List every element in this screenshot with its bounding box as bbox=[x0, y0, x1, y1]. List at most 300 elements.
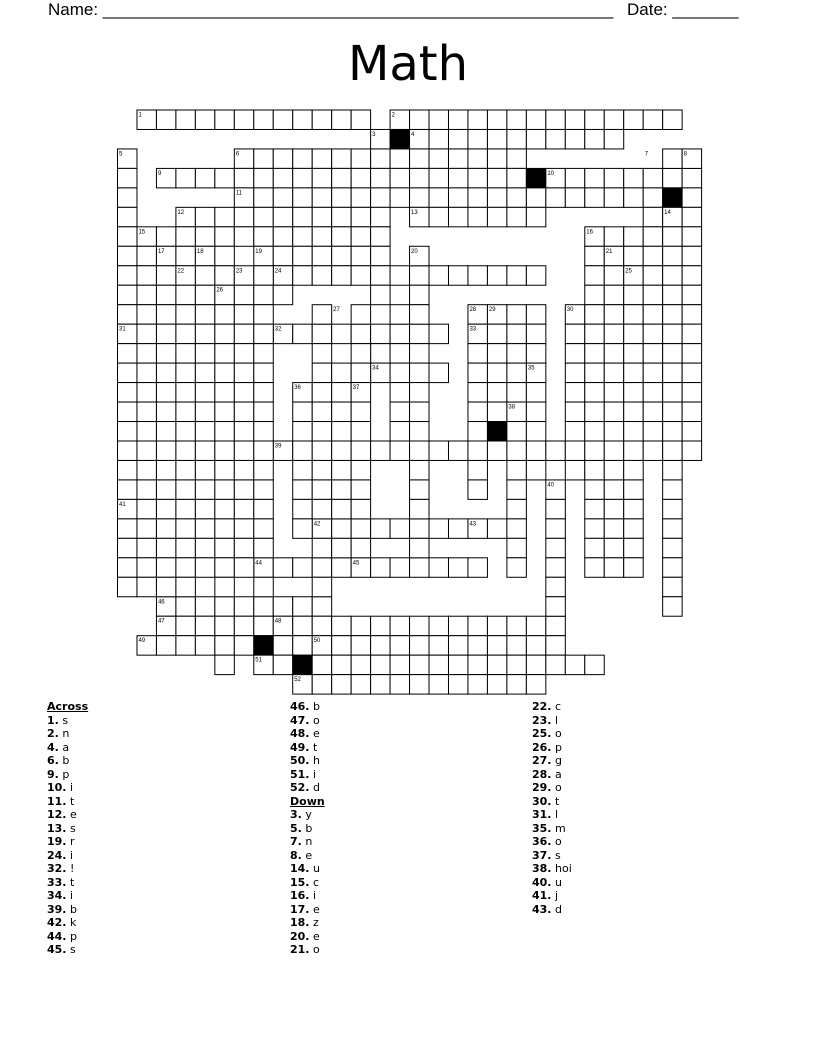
grid-cell[interactable] bbox=[663, 402, 682, 421]
grid-cell[interactable] bbox=[137, 577, 156, 596]
grid-cell[interactable] bbox=[351, 636, 370, 655]
grid-cell[interactable] bbox=[585, 129, 604, 148]
grid-cell[interactable] bbox=[507, 499, 526, 518]
grid-cell[interactable] bbox=[234, 636, 253, 655]
grid-cell[interactable] bbox=[351, 538, 370, 557]
grid-cell[interactable] bbox=[312, 616, 331, 635]
grid-cell[interactable] bbox=[546, 188, 565, 207]
grid-cell[interactable] bbox=[468, 168, 487, 187]
grid-cell[interactable] bbox=[118, 577, 137, 596]
grid-cell[interactable] bbox=[312, 149, 331, 168]
grid-cell[interactable] bbox=[254, 441, 273, 460]
grid-cell[interactable] bbox=[507, 363, 526, 382]
grid-cell[interactable] bbox=[118, 266, 137, 285]
grid-cell[interactable] bbox=[526, 110, 545, 129]
grid-cell[interactable] bbox=[293, 168, 312, 187]
grid-cell[interactable] bbox=[604, 422, 623, 441]
grid-cell[interactable] bbox=[254, 538, 273, 557]
grid-cell[interactable] bbox=[429, 207, 448, 226]
grid-cell[interactable] bbox=[487, 519, 506, 538]
grid-cell[interactable] bbox=[293, 149, 312, 168]
grid-cell[interactable] bbox=[604, 538, 623, 557]
grid-cell[interactable] bbox=[234, 402, 253, 421]
grid-cell[interactable] bbox=[118, 168, 137, 187]
grid-cell[interactable] bbox=[526, 324, 545, 343]
grid-cell[interactable] bbox=[351, 266, 370, 285]
grid-cell[interactable] bbox=[624, 344, 643, 363]
grid-cell[interactable] bbox=[410, 616, 429, 635]
grid-cell[interactable] bbox=[682, 266, 701, 285]
grid-cell[interactable] bbox=[585, 538, 604, 557]
grid-cell[interactable] bbox=[215, 168, 234, 187]
grid-cell[interactable] bbox=[137, 305, 156, 324]
grid-cell[interactable] bbox=[410, 188, 429, 207]
grid-cell[interactable] bbox=[410, 519, 429, 538]
grid-cell[interactable] bbox=[176, 285, 195, 304]
grid-cell[interactable] bbox=[156, 422, 175, 441]
grid-cell[interactable] bbox=[643, 324, 662, 343]
grid-cell[interactable] bbox=[410, 422, 429, 441]
grid-cell[interactable] bbox=[118, 558, 137, 577]
grid-cell[interactable] bbox=[351, 616, 370, 635]
grid-cell[interactable] bbox=[682, 227, 701, 246]
grid-cell[interactable] bbox=[526, 383, 545, 402]
grid-cell[interactable] bbox=[487, 344, 506, 363]
grid-cell[interactable] bbox=[195, 616, 214, 635]
grid-cell[interactable] bbox=[643, 110, 662, 129]
grid-cell[interactable] bbox=[546, 655, 565, 674]
grid-cell[interactable] bbox=[332, 383, 351, 402]
grid-cell[interactable] bbox=[234, 460, 253, 479]
grid-cell[interactable] bbox=[526, 675, 545, 694]
grid-cell[interactable] bbox=[215, 344, 234, 363]
grid-cell[interactable] bbox=[371, 207, 390, 226]
grid-cell[interactable] bbox=[156, 285, 175, 304]
grid-cell[interactable] bbox=[624, 499, 643, 518]
grid-cell[interactable] bbox=[234, 344, 253, 363]
grid-cell[interactable] bbox=[273, 207, 292, 226]
grid-cell[interactable] bbox=[429, 129, 448, 148]
grid-cell[interactable] bbox=[118, 285, 137, 304]
grid-cell[interactable] bbox=[332, 246, 351, 265]
grid-cell[interactable] bbox=[585, 266, 604, 285]
grid-cell[interactable] bbox=[663, 227, 682, 246]
grid-cell[interactable] bbox=[468, 129, 487, 148]
grid-cell[interactable] bbox=[156, 227, 175, 246]
grid-cell[interactable] bbox=[254, 188, 273, 207]
grid-cell[interactable] bbox=[176, 441, 195, 460]
grid-cell[interactable] bbox=[195, 285, 214, 304]
grid-cell[interactable] bbox=[215, 246, 234, 265]
grid-cell[interactable] bbox=[273, 636, 292, 655]
grid-cell[interactable] bbox=[351, 499, 370, 518]
grid-cell[interactable] bbox=[215, 558, 234, 577]
grid-cell[interactable] bbox=[448, 441, 467, 460]
grid-cell[interactable] bbox=[468, 422, 487, 441]
grid-cell[interactable] bbox=[234, 227, 253, 246]
grid-cell[interactable] bbox=[410, 110, 429, 129]
grid-cell[interactable] bbox=[604, 344, 623, 363]
grid-cell[interactable] bbox=[176, 636, 195, 655]
grid-cell[interactable] bbox=[410, 441, 429, 460]
grid-cell[interactable] bbox=[390, 558, 409, 577]
grid-cell[interactable] bbox=[332, 636, 351, 655]
grid-cell[interactable] bbox=[410, 480, 429, 499]
grid-cell[interactable] bbox=[448, 110, 467, 129]
grid-cell[interactable] bbox=[507, 538, 526, 557]
grid-cell[interactable] bbox=[487, 402, 506, 421]
grid-cell[interactable] bbox=[137, 363, 156, 382]
grid-cell[interactable] bbox=[546, 129, 565, 148]
grid-cell[interactable] bbox=[526, 188, 545, 207]
grid-cell[interactable] bbox=[663, 597, 682, 616]
grid-cell[interactable] bbox=[332, 655, 351, 674]
grid-cell[interactable] bbox=[195, 207, 214, 226]
grid-cell[interactable] bbox=[351, 480, 370, 499]
grid-cell[interactable] bbox=[526, 636, 545, 655]
grid-cell[interactable] bbox=[273, 149, 292, 168]
grid-cell[interactable] bbox=[448, 655, 467, 674]
grid-cell[interactable] bbox=[565, 383, 584, 402]
grid-cell[interactable] bbox=[156, 305, 175, 324]
grid-cell[interactable] bbox=[526, 402, 545, 421]
grid-cell[interactable] bbox=[663, 149, 682, 168]
grid-cell[interactable] bbox=[371, 285, 390, 304]
grid-cell[interactable] bbox=[293, 460, 312, 479]
grid-cell[interactable] bbox=[624, 402, 643, 421]
grid-cell[interactable] bbox=[663, 246, 682, 265]
grid-cell[interactable] bbox=[487, 363, 506, 382]
grid-cell[interactable] bbox=[507, 149, 526, 168]
grid-cell[interactable] bbox=[156, 383, 175, 402]
grid-cell[interactable] bbox=[215, 266, 234, 285]
grid-cell[interactable] bbox=[351, 149, 370, 168]
grid-cell[interactable] bbox=[487, 441, 506, 460]
grid-cell[interactable] bbox=[254, 519, 273, 538]
grid-cell[interactable] bbox=[195, 402, 214, 421]
grid-cell[interactable] bbox=[118, 383, 137, 402]
grid-cell[interactable] bbox=[176, 344, 195, 363]
grid-cell[interactable] bbox=[176, 460, 195, 479]
grid-cell[interactable] bbox=[293, 499, 312, 518]
grid-cell[interactable] bbox=[487, 168, 506, 187]
grid-cell[interactable] bbox=[663, 305, 682, 324]
grid-cell[interactable] bbox=[254, 285, 273, 304]
grid-cell[interactable] bbox=[390, 675, 409, 694]
grid-cell[interactable] bbox=[332, 422, 351, 441]
grid-cell[interactable] bbox=[682, 344, 701, 363]
grid-cell[interactable] bbox=[351, 207, 370, 226]
grid-cell[interactable] bbox=[371, 441, 390, 460]
grid-cell[interactable] bbox=[487, 655, 506, 674]
grid-cell[interactable] bbox=[312, 363, 331, 382]
grid-cell[interactable] bbox=[312, 207, 331, 226]
grid-cell[interactable] bbox=[468, 402, 487, 421]
grid-cell[interactable] bbox=[254, 110, 273, 129]
grid-cell[interactable] bbox=[604, 441, 623, 460]
grid-cell[interactable] bbox=[312, 324, 331, 343]
grid-cell[interactable] bbox=[390, 616, 409, 635]
grid-cell[interactable] bbox=[390, 305, 409, 324]
grid-cell[interactable] bbox=[468, 383, 487, 402]
grid-cell[interactable] bbox=[585, 324, 604, 343]
grid-cell[interactable] bbox=[507, 305, 526, 324]
grid-cell[interactable] bbox=[118, 402, 137, 421]
grid-cell[interactable] bbox=[215, 480, 234, 499]
grid-cell[interactable] bbox=[546, 110, 565, 129]
grid-cell[interactable] bbox=[390, 422, 409, 441]
grid-cell[interactable] bbox=[312, 344, 331, 363]
grid-cell[interactable] bbox=[410, 460, 429, 479]
grid-cell[interactable] bbox=[526, 207, 545, 226]
grid-cell[interactable] bbox=[351, 324, 370, 343]
grid-cell[interactable] bbox=[565, 344, 584, 363]
grid-cell[interactable] bbox=[118, 519, 137, 538]
grid-cell[interactable] bbox=[215, 227, 234, 246]
grid-cell[interactable] bbox=[156, 441, 175, 460]
grid-cell[interactable] bbox=[429, 363, 448, 382]
grid-cell[interactable] bbox=[312, 577, 331, 596]
grid-cell[interactable] bbox=[643, 305, 662, 324]
grid-cell[interactable] bbox=[429, 266, 448, 285]
grid-cell[interactable] bbox=[410, 383, 429, 402]
grid-cell[interactable] bbox=[429, 110, 448, 129]
grid-cell[interactable] bbox=[137, 383, 156, 402]
grid-cell[interactable] bbox=[351, 110, 370, 129]
grid-cell[interactable] bbox=[487, 675, 506, 694]
grid-cell[interactable] bbox=[507, 422, 526, 441]
grid-cell[interactable] bbox=[195, 519, 214, 538]
grid-cell[interactable] bbox=[137, 344, 156, 363]
grid-cell[interactable] bbox=[526, 129, 545, 148]
grid-cell[interactable] bbox=[390, 324, 409, 343]
grid-cell[interactable] bbox=[254, 266, 273, 285]
grid-cell[interactable] bbox=[254, 305, 273, 324]
grid-cell[interactable] bbox=[254, 597, 273, 616]
grid-cell[interactable] bbox=[585, 422, 604, 441]
grid-cell[interactable] bbox=[410, 305, 429, 324]
grid-cell[interactable] bbox=[507, 110, 526, 129]
grid-cell[interactable] bbox=[507, 460, 526, 479]
grid-cell[interactable] bbox=[195, 168, 214, 187]
grid-cell[interactable] bbox=[137, 422, 156, 441]
grid-cell[interactable] bbox=[332, 363, 351, 382]
grid-cell[interactable] bbox=[176, 305, 195, 324]
grid-cell[interactable] bbox=[468, 207, 487, 226]
grid-cell[interactable] bbox=[273, 655, 292, 674]
grid-cell[interactable] bbox=[215, 402, 234, 421]
grid-cell[interactable] bbox=[682, 188, 701, 207]
grid-cell[interactable] bbox=[351, 655, 370, 674]
grid-cell[interactable] bbox=[371, 558, 390, 577]
grid-cell[interactable] bbox=[585, 188, 604, 207]
grid-cell[interactable] bbox=[351, 344, 370, 363]
grid-cell[interactable] bbox=[195, 383, 214, 402]
grid-cell[interactable] bbox=[195, 636, 214, 655]
grid-cell[interactable] bbox=[254, 383, 273, 402]
grid-cell[interactable] bbox=[351, 305, 370, 324]
grid-cell[interactable] bbox=[565, 655, 584, 674]
grid-cell[interactable] bbox=[390, 363, 409, 382]
grid-cell[interactable] bbox=[507, 168, 526, 187]
grid-cell[interactable] bbox=[332, 558, 351, 577]
grid-cell[interactable] bbox=[156, 324, 175, 343]
grid-cell[interactable] bbox=[604, 285, 623, 304]
grid-cell[interactable] bbox=[507, 441, 526, 460]
grid-cell[interactable] bbox=[176, 363, 195, 382]
grid-cell[interactable] bbox=[390, 383, 409, 402]
grid-cell[interactable] bbox=[410, 675, 429, 694]
grid-cell[interactable] bbox=[312, 227, 331, 246]
grid-cell[interactable] bbox=[546, 538, 565, 557]
grid-cell[interactable] bbox=[604, 519, 623, 538]
grid-cell[interactable] bbox=[487, 616, 506, 635]
grid-cell[interactable] bbox=[254, 149, 273, 168]
grid-cell[interactable] bbox=[234, 558, 253, 577]
grid-cell[interactable] bbox=[332, 110, 351, 129]
grid-cell[interactable] bbox=[448, 266, 467, 285]
grid-cell[interactable] bbox=[371, 168, 390, 187]
grid-cell[interactable] bbox=[507, 675, 526, 694]
grid-cell[interactable] bbox=[234, 305, 253, 324]
grid-cell[interactable] bbox=[643, 383, 662, 402]
grid-cell[interactable] bbox=[663, 499, 682, 518]
grid-cell[interactable] bbox=[546, 519, 565, 538]
grid-cell[interactable] bbox=[624, 480, 643, 499]
grid-cell[interactable] bbox=[663, 538, 682, 557]
grid-cell[interactable] bbox=[215, 305, 234, 324]
grid-cell[interactable] bbox=[585, 246, 604, 265]
grid-cell[interactable] bbox=[487, 636, 506, 655]
grid-cell[interactable] bbox=[351, 363, 370, 382]
grid-cell[interactable] bbox=[604, 110, 623, 129]
grid-cell[interactable] bbox=[176, 246, 195, 265]
grid-cell[interactable] bbox=[118, 480, 137, 499]
grid-cell[interactable] bbox=[176, 480, 195, 499]
grid-cell[interactable] bbox=[293, 110, 312, 129]
grid-cell[interactable] bbox=[332, 499, 351, 518]
grid-cell[interactable] bbox=[585, 402, 604, 421]
grid-cell[interactable] bbox=[468, 460, 487, 479]
grid-cell[interactable] bbox=[390, 402, 409, 421]
grid-cell[interactable] bbox=[118, 441, 137, 460]
grid-cell[interactable] bbox=[312, 597, 331, 616]
grid-cell[interactable] bbox=[215, 207, 234, 226]
grid-cell[interactable] bbox=[312, 422, 331, 441]
grid-cell[interactable] bbox=[215, 636, 234, 655]
grid-cell[interactable] bbox=[682, 305, 701, 324]
grid-cell[interactable] bbox=[293, 324, 312, 343]
grid-cell[interactable] bbox=[410, 149, 429, 168]
grid-cell[interactable] bbox=[643, 246, 662, 265]
grid-cell[interactable] bbox=[351, 168, 370, 187]
grid-cell[interactable] bbox=[604, 227, 623, 246]
grid-cell[interactable] bbox=[371, 149, 390, 168]
grid-cell[interactable] bbox=[195, 324, 214, 343]
grid-cell[interactable] bbox=[565, 188, 584, 207]
grid-cell[interactable] bbox=[526, 305, 545, 324]
grid-cell[interactable] bbox=[293, 227, 312, 246]
grid-cell[interactable] bbox=[118, 227, 137, 246]
grid-cell[interactable] bbox=[390, 636, 409, 655]
grid-cell[interactable] bbox=[604, 324, 623, 343]
grid-cell[interactable] bbox=[410, 402, 429, 421]
grid-cell[interactable] bbox=[507, 616, 526, 635]
grid-cell[interactable] bbox=[234, 110, 253, 129]
grid-cell[interactable] bbox=[390, 266, 409, 285]
grid-cell[interactable] bbox=[448, 188, 467, 207]
grid-cell[interactable] bbox=[526, 422, 545, 441]
grid-cell[interactable] bbox=[643, 402, 662, 421]
grid-cell[interactable] bbox=[195, 363, 214, 382]
grid-cell[interactable] bbox=[137, 519, 156, 538]
grid-cell[interactable] bbox=[137, 324, 156, 343]
grid-cell[interactable] bbox=[624, 441, 643, 460]
grid-cell[interactable] bbox=[176, 422, 195, 441]
grid-cell[interactable] bbox=[118, 207, 137, 226]
grid-cell[interactable] bbox=[448, 149, 467, 168]
grid-cell[interactable] bbox=[137, 441, 156, 460]
grid-cell[interactable] bbox=[565, 460, 584, 479]
grid-cell[interactable] bbox=[526, 460, 545, 479]
grid-cell[interactable] bbox=[526, 655, 545, 674]
grid-cell[interactable] bbox=[429, 655, 448, 674]
grid-cell[interactable] bbox=[643, 285, 662, 304]
grid-cell[interactable] bbox=[156, 636, 175, 655]
grid-cell[interactable] bbox=[624, 558, 643, 577]
grid-cell[interactable] bbox=[312, 558, 331, 577]
grid-cell[interactable] bbox=[254, 363, 273, 382]
grid-cell[interactable] bbox=[682, 402, 701, 421]
grid-cell[interactable] bbox=[332, 402, 351, 421]
grid-cell[interactable] bbox=[137, 246, 156, 265]
grid-cell[interactable] bbox=[682, 324, 701, 343]
grid-cell[interactable] bbox=[176, 227, 195, 246]
grid-cell[interactable] bbox=[371, 636, 390, 655]
grid-cell[interactable] bbox=[156, 344, 175, 363]
grid-cell[interactable] bbox=[643, 344, 662, 363]
grid-cell[interactable] bbox=[448, 636, 467, 655]
grid-cell[interactable] bbox=[663, 383, 682, 402]
grid-cell[interactable] bbox=[448, 519, 467, 538]
grid-cell[interactable] bbox=[312, 655, 331, 674]
grid-cell[interactable] bbox=[176, 558, 195, 577]
grid-cell[interactable] bbox=[156, 577, 175, 596]
grid-cell[interactable] bbox=[390, 149, 409, 168]
grid-cell[interactable] bbox=[526, 441, 545, 460]
grid-cell[interactable] bbox=[234, 207, 253, 226]
grid-cell[interactable] bbox=[176, 616, 195, 635]
grid-cell[interactable] bbox=[176, 110, 195, 129]
grid-cell[interactable] bbox=[507, 266, 526, 285]
grid-cell[interactable] bbox=[585, 499, 604, 518]
grid-cell[interactable] bbox=[390, 168, 409, 187]
grid-cell[interactable] bbox=[546, 499, 565, 518]
grid-cell[interactable] bbox=[371, 246, 390, 265]
grid-cell[interactable] bbox=[643, 363, 662, 382]
grid-cell[interactable] bbox=[254, 480, 273, 499]
grid-cell[interactable] bbox=[487, 324, 506, 343]
grid-cell[interactable] bbox=[487, 110, 506, 129]
grid-cell[interactable] bbox=[215, 363, 234, 382]
grid-cell[interactable] bbox=[176, 577, 195, 596]
grid-cell[interactable] bbox=[604, 480, 623, 499]
grid-cell[interactable] bbox=[663, 324, 682, 343]
grid-cell[interactable] bbox=[273, 227, 292, 246]
grid-cell[interactable] bbox=[643, 266, 662, 285]
grid-cell[interactable] bbox=[312, 168, 331, 187]
grid-cell[interactable] bbox=[215, 499, 234, 518]
